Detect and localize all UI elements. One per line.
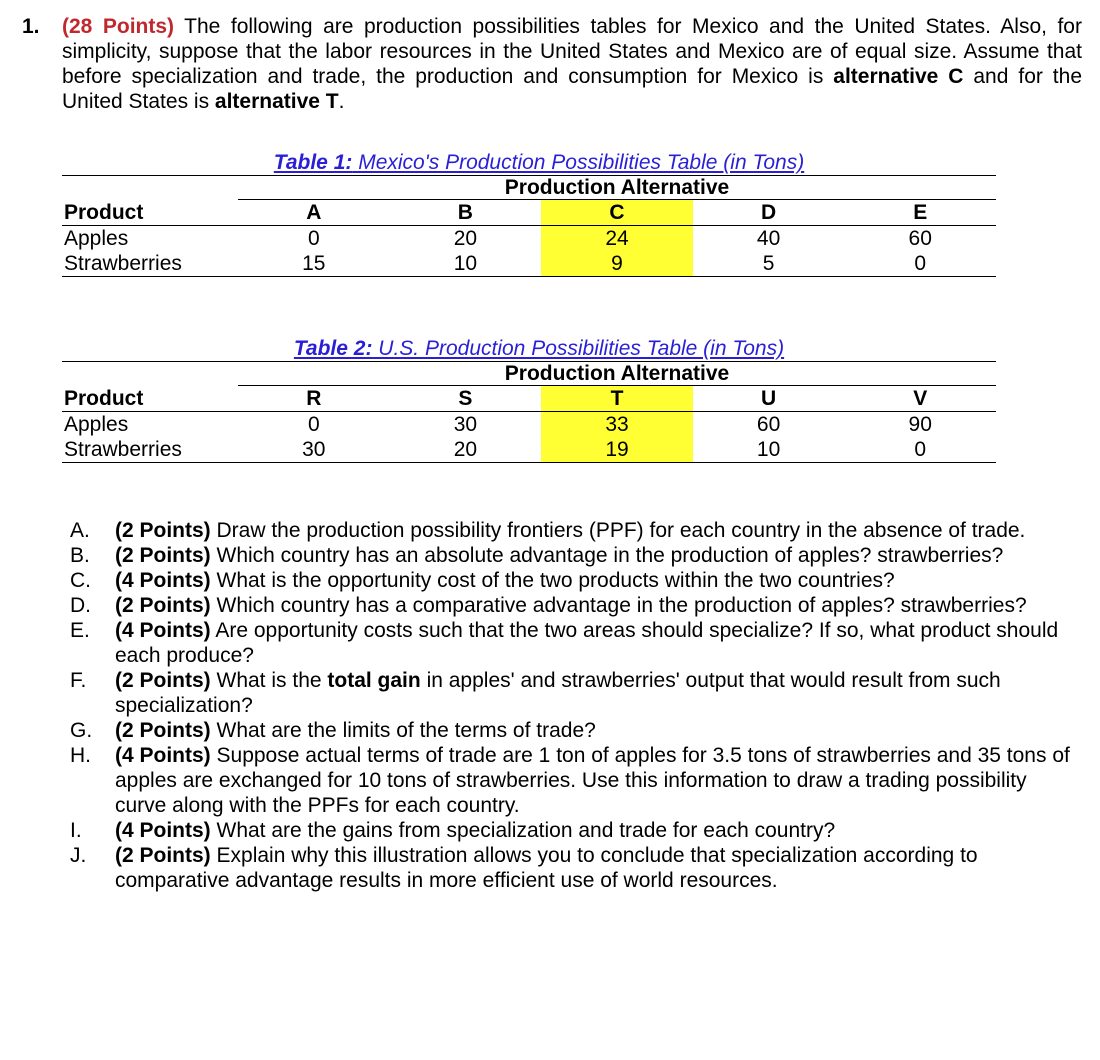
table1-cell: 20 (453, 227, 478, 250)
table1-row-label: Apples (64, 227, 129, 250)
table-us (62, 336, 996, 463)
table1-cell: 10 (453, 252, 478, 275)
alternative-c-text: alternative C (833, 65, 964, 88)
sub-question-i: I. (4 Points) What are the gains from specialization and trade for each country? (70, 819, 836, 842)
question-header (22, 14, 1082, 114)
table1-grid (62, 200, 996, 276)
table1-cell: 15 (302, 252, 326, 275)
table2-cell: 0 (914, 438, 927, 461)
sub-question-b: B. (2 Points) Which country has an absolute advantage in the production of apples? strawberries? (70, 544, 1004, 567)
table1-cell-highlight: 24 (541, 226, 693, 251)
table2-bottom-rule (62, 462, 996, 463)
table1-col-header: E (913, 201, 928, 224)
sub-question-e: E. (4 Points) Are opportunity costs such that the two areas should specialize? If so, what product should each produce? (70, 619, 1059, 667)
table1-row-label: Strawberries (64, 252, 182, 275)
table1-caption: Table 1: Mexico's Production Possibilities Table (in Tons) (273, 151, 805, 174)
table1-alt-header-row (62, 176, 996, 200)
alternative-t-text: alternative T (214, 90, 339, 113)
table2-alt-header-row (62, 362, 996, 386)
question-number: 1. (22, 15, 40, 38)
sub-question-g: G. (2 Points) What are the limits of the terms of trade? (70, 719, 596, 742)
table2-cell: 10 (756, 438, 781, 461)
table2-cell-highlight: 19 (541, 437, 693, 462)
table2-cell: 20 (453, 438, 478, 461)
table1-cell: 60 (908, 227, 932, 250)
table1-cell-highlight: 9 (541, 251, 693, 276)
sub-question-h: H. (4 Points) Suppose actual terms of trade are 1 ton of apples for 3.5 tons of strawberries and 35 tons of apples are exchanged for 10 tons of strawberries. Use this information to draw a trading possibility curve along with the PPFs for each country. (70, 744, 1070, 817)
table1-col-header: B (457, 201, 473, 224)
table-mexico (62, 150, 996, 277)
sub-question-j: J. (2 Points) Explain why this illustration allows you to conclude that specialization according to comparative advantage results in more efficient use of world resources. (70, 844, 978, 892)
sub-question-c: C. (4 Points) What is the opportunity cost of the two products within the two countries? (70, 569, 895, 592)
table2-col-header-highlight: T (541, 386, 693, 411)
table1-col-header-highlight: C (541, 200, 693, 225)
table2-grid (62, 386, 996, 462)
table1-alt-header: Production Alternative (504, 176, 730, 199)
question-text: (28 Points) The following are production possibilities tables for Mexico and the United States. Also, for simplicity, suppose that the labor resources in the United States and Mexico are of equal size. Assume that before specialization and trade, the production and consumption for Mexico is alternative C and for the United States is alternative T. (62, 15, 1082, 113)
table2-cell: 30 (453, 413, 478, 436)
table1-product-header: Product (64, 201, 144, 224)
table2-row-label: Strawberries (64, 438, 182, 461)
table2-col-header: V (913, 387, 928, 410)
table2-cell-highlight: 33 (541, 412, 693, 437)
table1-col-header: D (761, 201, 777, 224)
table1-cell: 0 (307, 227, 320, 250)
table1-cell: 5 (762, 252, 775, 275)
table2-caption: Table 2: U.S. Production Possibilities Table (in Tons) (293, 337, 785, 360)
table2-row-label: Apples (64, 413, 129, 436)
table2-product-header: Product (64, 387, 144, 410)
table1-cell: 0 (914, 252, 927, 275)
table2-cell: 90 (908, 413, 932, 436)
table2-col-header: R (306, 387, 322, 410)
table1-cell: 40 (756, 227, 781, 250)
table2-cell: 30 (302, 438, 326, 461)
sub-question-d: D. (2 Points) Which country has a comparative advantage in the production of apples? strawberries? (70, 594, 1027, 617)
table2-cell: 0 (307, 413, 320, 436)
table1-col-header: A (306, 201, 322, 224)
table2-cell: 60 (756, 413, 781, 436)
question-points: (28 Points) (62, 15, 175, 38)
table2-alt-header: Production Alternative (504, 362, 730, 385)
table2-col-header: S (458, 387, 473, 410)
table1-bottom-rule (62, 276, 996, 277)
sub-question-a: A. (2 Points) Draw the production possibility frontiers (PPF) for each country in the absence of trade. (70, 519, 1026, 542)
table2-col-header: U (761, 387, 777, 410)
sub-question-f: F. (2 Points) What is the total gain in apples' and strawberries' output that would result from such specialization? (70, 669, 1001, 717)
sub-question-list (70, 518, 1080, 893)
